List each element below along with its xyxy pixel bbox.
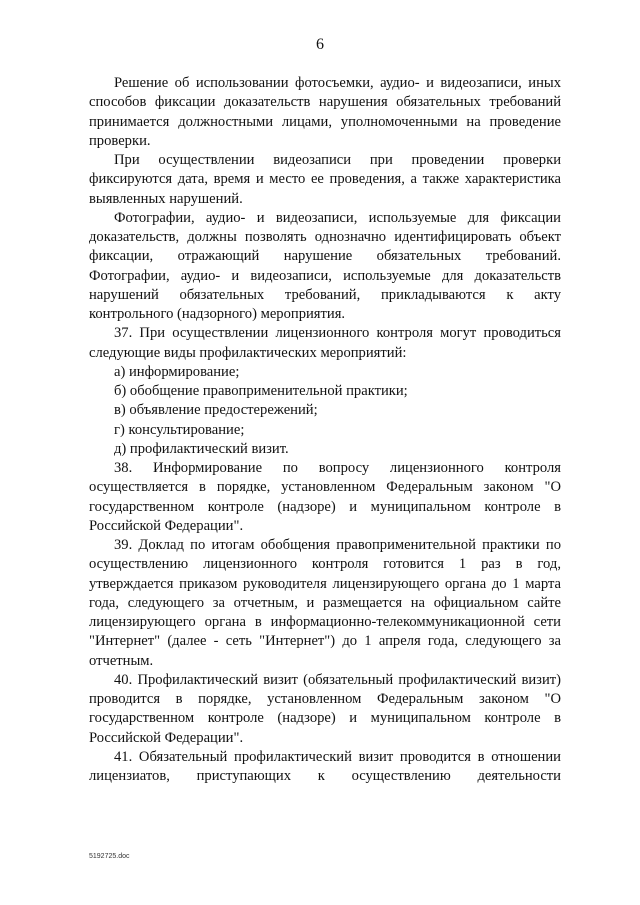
paragraph: 39. Доклад по итогам обобщения правоприменительной практики по осуществлению лицензионного контроля готовится 1 раз в год, утверждается приказом руководителя лицензирующего органа до 1 марта года, следующего за отчетным, и размещается на официальном сайте лицензирующего органа в информационно-телекоммуникационной сети "Интернет" (далее - сеть "Интернет") до 1 апреля года, следующего за отчетным. bbox=[89, 537, 561, 669]
paragraph: 38. Информирование по вопросу лицензионного контроля осуществляется в порядке, установленном Федеральным законом "О государственном контроле (надзоре) и муниципальном контроле в Российской Федерации". bbox=[89, 460, 561, 534]
page-number: 6 bbox=[316, 36, 324, 53]
list-item: г) консультирование; bbox=[114, 421, 245, 438]
footer-filename: 5192725.doc bbox=[89, 853, 130, 860]
paragraph: При осуществлении видеозаписи при проведении проверки фиксируются дата, время и место ее проведения, а также характеристика выявленных нарушений. bbox=[89, 152, 561, 207]
paragraph: 41. Обязательный профилактический визит проводится в отношении лицензиатов, приступающих к осуществлению деятельности bbox=[89, 748, 561, 784]
list-item: б) обобщение правоприменительной практики; bbox=[114, 383, 408, 399]
document-body bbox=[89, 74, 561, 786]
paragraph: Фотографии, аудио- и видеозаписи, используемые для фиксации доказательств, должны позволять однозначно идентифицировать объект фиксации, отражающий нарушение обязательных требований. Фотографии, аудио- и видеозаписи, используемые для доказательств нарушений обязательных требований, прикладываются к акту контрольного (надзорного) мероприятия. bbox=[89, 209, 561, 322]
list-item: д) профилактический визит. bbox=[114, 440, 289, 457]
list-item: в) объявление предостережений; bbox=[114, 402, 318, 419]
list-item: а) информирование; bbox=[114, 363, 240, 380]
paragraph: 37. При осуществлении лицензионного контроля могут проводиться следующие виды профилактических мероприятий: bbox=[89, 325, 561, 361]
paragraph: 40. Профилактический визит (обязательный профилактический визит) проводится в порядке, установленном Федеральным законом "О государственном контроле (надзоре) и муниципальном контроле в Российской Федерации". bbox=[89, 671, 561, 746]
paragraph: Решение об использовании фотосъемки, аудио- и видеозаписи, иных способов фиксации доказательств нарушения обязательных требований принимается должностными лицами, уполномоченными на проведение проверки. bbox=[89, 75, 561, 149]
